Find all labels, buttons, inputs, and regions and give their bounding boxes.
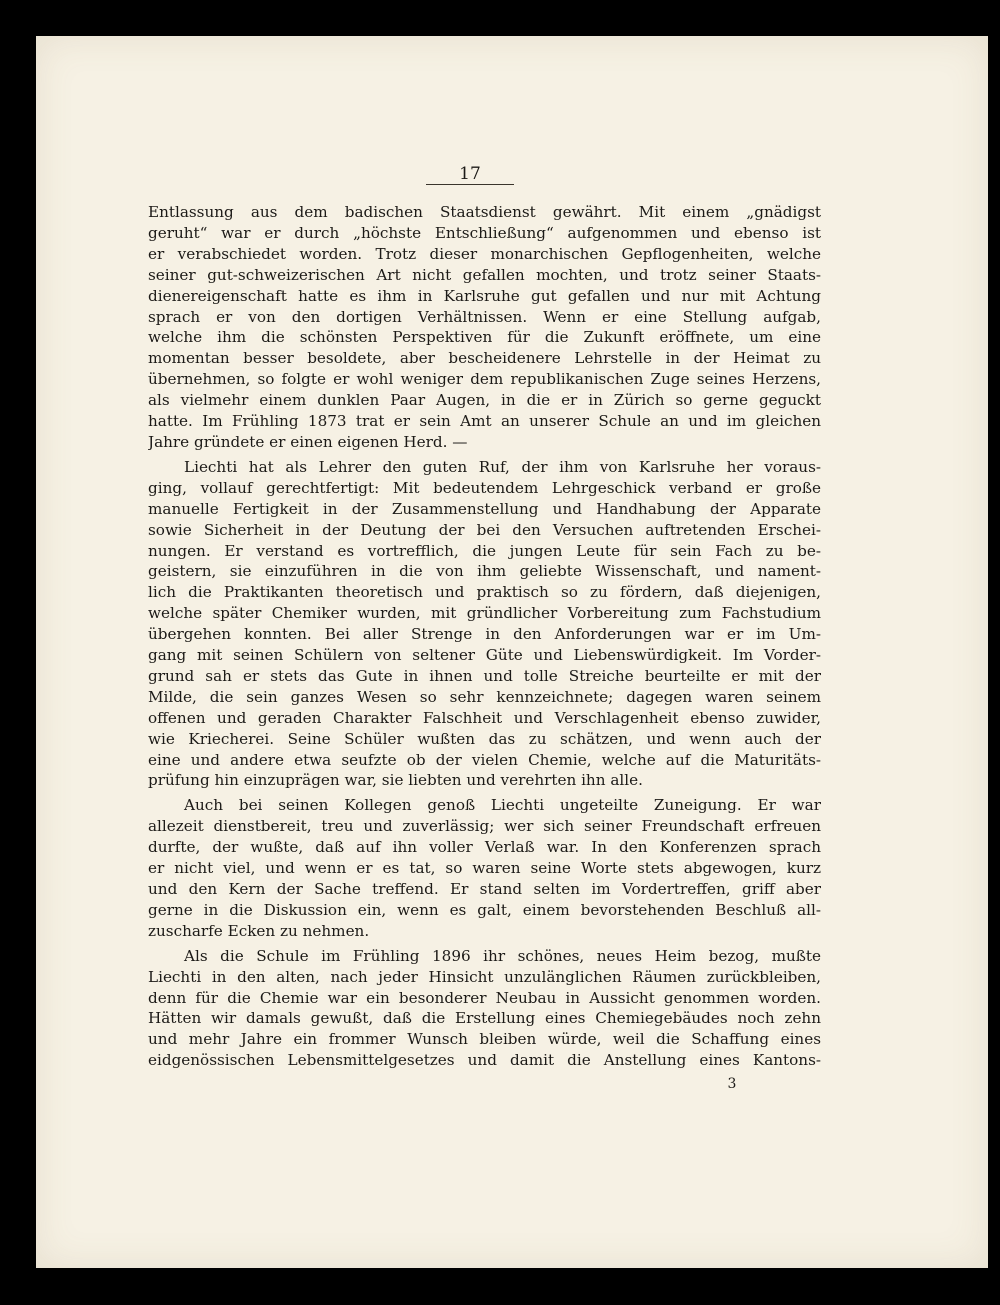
- signature-mark: 3: [727, 1076, 737, 1092]
- paragraph-1: [148, 202, 821, 453]
- text-line: Entlassung aus dem badischen Staatsdienst gewährt. Mit einem „gnädigst: [148, 203, 821, 221]
- text-line: prüfung hin einzuprägen war, sie liebten und verehrten ihn alle.: [148, 771, 643, 790]
- text-line: dienereigenschaft hatte es ihm in Karlsruhe gut gefallen und nur mit Achtung: [148, 286, 821, 305]
- text-line: gerne in die Diskussion ein, wenn es galt, einem bevorstehenden Beschluß all-: [148, 900, 821, 919]
- text-line: er nicht viel, und wenn er es tat, so waren seine Worte stets abgewogen, kurz: [148, 859, 821, 878]
- paragraph-3: [148, 795, 821, 941]
- text-line: denn für die Chemie war ein besonderer Neubau in Aussicht genommen worden.: [148, 988, 821, 1007]
- text-line: nungen. Er verstand es vortrefflich, die jungen Leute für sein Fach zu be-: [148, 541, 821, 560]
- text-line: lich die Praktikanten theoretisch und praktisch so zu fördern, daß diejenigen,: [148, 583, 821, 602]
- text-line: ging, vollauf gerechtfertigt: Mit bedeutendem Lehrgeschick verband er große: [148, 478, 821, 497]
- text-line: sowie Sicherheit in der Deutung der bei den Versuchen auftretenden Erschei-: [148, 520, 821, 539]
- text-line: allezeit dienstbereit, treu und zuverlässig; wer sich seiner Freundschaft erfreuen: [148, 817, 821, 836]
- text-line: übergehen konnten. Bei aller Strenge in den Anforderungen war er im Um-: [148, 625, 821, 644]
- text-line: hatte. Im Frühling 1873 trat er sein Amt an unserer Schule an und im gleichen: [148, 412, 821, 431]
- text-line: Liechti in den alten, nach jeder Hinsicht unzulänglichen Räumen zurückbleiben,: [148, 967, 821, 986]
- text-line: zuscharfe Ecken zu nehmen.: [148, 921, 370, 940]
- text-line: Hätten wir damals gewußt, daß die Erstellung eines Chemiegebäudes noch zehn: [148, 1009, 821, 1028]
- header-rule: [426, 184, 514, 185]
- text-line: Jahre gründete er einen eigenen Herd. —: [148, 432, 468, 451]
- text-line: offenen und geraden Charakter Falschheit und Verschlagenheit ebenso zuwider,: [148, 708, 821, 727]
- paragraph-4: [148, 946, 821, 1071]
- paragraph-2: [148, 457, 821, 792]
- text-line: er verabschiedet worden. Trotz dieser monarchischen Gepflogenheiten, welche: [148, 244, 821, 263]
- text-line: Liechti hat als Lehrer den guten Ruf, der ihm von Karlsruhe her voraus-: [184, 457, 821, 476]
- text-line: geruht“ war er durch „höchste Entschließung“ aufgenommen und ebenso ist: [148, 223, 821, 242]
- book-page: [36, 36, 988, 1268]
- text-line: Als die Schule im Frühling 1896 ihr schönes, neues Heim bezog, mußte: [184, 946, 821, 965]
- text-line: Milde, die sein ganzes Wesen so sehr kennzeichnete; dagegen waren seinem: [148, 687, 821, 706]
- text-line: als vielmehr einem dunklen Paar Augen, in die er in Zürich so gerne geguckt: [148, 391, 821, 410]
- body-text: [148, 202, 821, 1071]
- text-line: grund sah er stets das Gute in ihnen und tolle Streiche beurteilte er mit der: [148, 666, 821, 685]
- text-line: sprach er von den dortigen Verhältnissen. Wenn er eine Stellung aufgab,: [148, 307, 821, 326]
- text-line: und mehr Jahre ein frommer Wunsch bleiben würde, weil die Schaffung eines: [148, 1030, 821, 1049]
- text-line: welche später Chemiker wurden, mit gründlicher Vorbereitung zum Fachstudium: [148, 604, 821, 623]
- text-line: übernehmen, so folgte er wohl weniger dem republikanischen Zuge seines Herzens,: [148, 370, 821, 389]
- text-line: seiner gut-schweizerischen Art nicht gefallen mochten, und trotz seiner Staats-: [148, 265, 821, 284]
- text-line: Auch bei seinen Kollegen genoß Liechti ungeteilte Zuneigung. Er war: [184, 796, 821, 815]
- text-line: eine und andere etwa seufzte ob der vielen Chemie, welche auf die Maturitäts-: [148, 750, 821, 769]
- page-number: 17: [459, 164, 481, 184]
- text-line: eidgenössischen Lebensmittelgesetzes und damit die Anstellung eines Kantons-: [148, 1051, 821, 1070]
- text-line: gang mit seinen Schülern von seltener Güte und Liebenswürdigkeit. Im Vorder-: [148, 646, 821, 665]
- text-line: geistern, sie einzuführen in die von ihm geliebte Wissenschaft, und nament-: [148, 562, 821, 581]
- text-line: wie Kriecherei. Seine Schüler wußten das zu schätzen, und wenn auch der: [148, 729, 821, 748]
- text-line: durfte, der wußte, daß auf ihn voller Verlaß war. In den Konferenzen sprach: [148, 838, 821, 857]
- text-line: manuelle Fertigkeit in der Zusammenstellung und Handhabung der Apparate: [148, 499, 821, 518]
- text-line: momentan besser besoldete, aber bescheidenere Lehrstelle in der Heimat zu: [148, 349, 821, 368]
- text-line: welche ihm die schönsten Perspektiven für die Zukunft eröffnete, um eine: [148, 328, 821, 347]
- text-line: und den Kern der Sache treffend. Er stand selten im Vordertreffen, griff aber: [148, 880, 821, 898]
